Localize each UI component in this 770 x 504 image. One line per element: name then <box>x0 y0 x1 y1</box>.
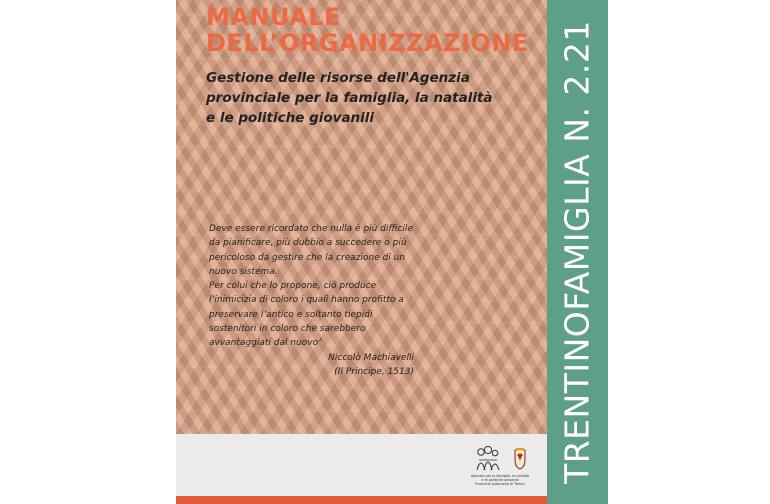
quote-attribution <box>306 351 414 380</box>
quote-line: nuovo sistema. <box>209 266 278 277</box>
series-title: TRENTINOFAMIGLIA N. 2.21 <box>557 20 597 484</box>
footer-accent-band <box>176 496 547 504</box>
agency-logo <box>469 446 531 492</box>
quote-line: Per colui che lo propone, ciò produce <box>209 281 377 292</box>
quote-line: pericoloso da gestire che la creazione di un <box>209 252 406 263</box>
quote-source: (Il Principe, 1513) <box>334 367 414 378</box>
logo-text-line: Provincia autonoma di Trento <box>475 482 525 486</box>
logo-text-line: Agenzia per la famiglia, la natalità <box>470 474 530 478</box>
quote-line: Deve essere ricordato che nulla è più difficile <box>209 224 413 234</box>
quote-line: sostenitori in coloro che sarebbero <box>209 324 366 335</box>
cover-spine <box>547 0 608 504</box>
quote-author: Niccolò Machiavelli <box>328 353 414 363</box>
family-logo-icon <box>473 446 503 472</box>
coat-of-arms-icon <box>513 448 527 470</box>
subtitle-line-3: e le politiche giovanili <box>206 110 375 126</box>
title-line-2: DELL’ORGANIZZAZIONE <box>206 29 529 57</box>
document-subtitle <box>206 68 542 128</box>
quote-line: avvantaggiati dal nuovo’ <box>209 338 321 349</box>
document-title <box>206 4 529 56</box>
cover-footer <box>176 434 547 496</box>
title-line-1: MANUALE <box>206 3 342 31</box>
quote-line: da pianificare, più dubbio a succedere o più <box>209 238 407 249</box>
subtitle-line-2: provinciale per la famiglia, la natalità <box>206 90 493 106</box>
logo-text-line: e le politiche giovanili <box>481 478 519 482</box>
machiavelli-quote <box>209 222 449 351</box>
agency-logo-text <box>469 474 531 486</box>
cover-text-layer <box>176 0 547 434</box>
quote-line: preservare l’antico e soltanto tiepidi <box>209 309 373 320</box>
subtitle-line-1: Gestione delle risorse dell'Agenzia <box>206 70 470 86</box>
quote-line: l’inimicizia di coloro i quali hanno profitto a <box>209 295 404 306</box>
